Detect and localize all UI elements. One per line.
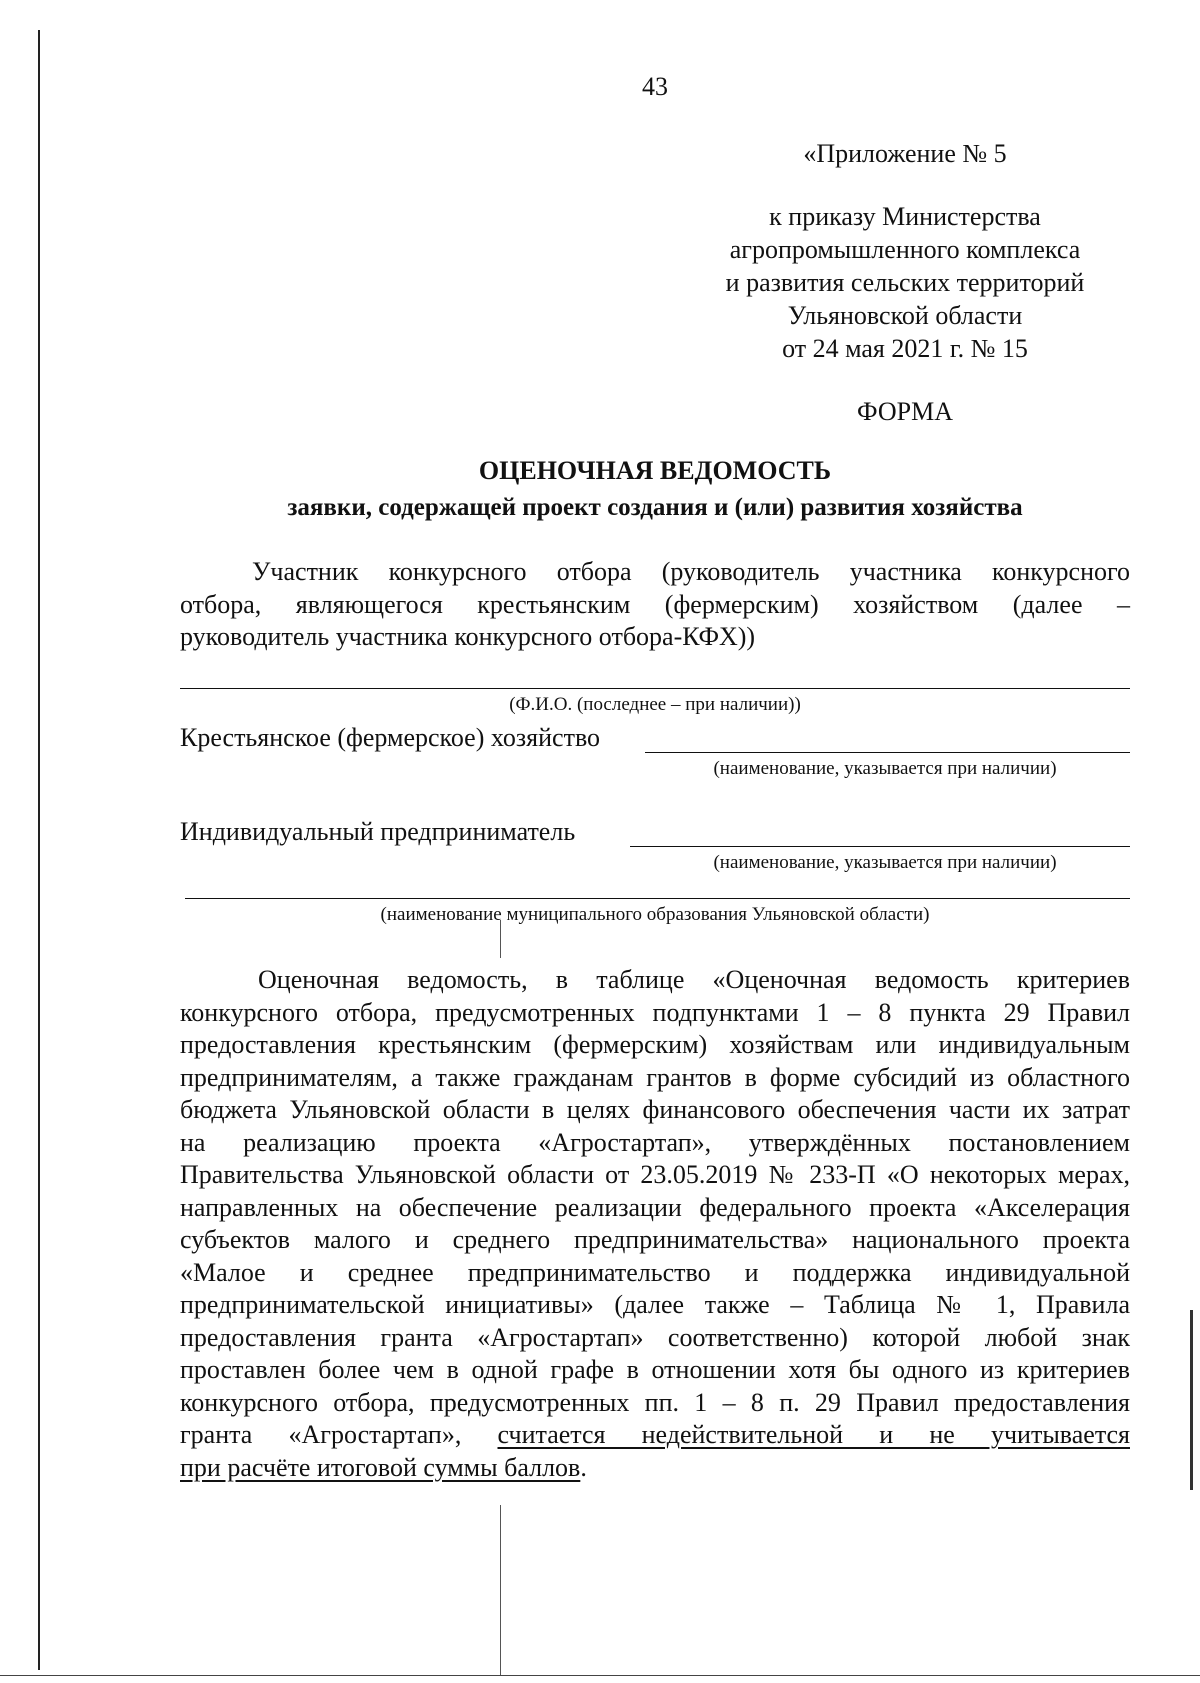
scan-left-edge bbox=[38, 30, 40, 1670]
scan-mark bbox=[500, 1505, 501, 1675]
farm-name-underline bbox=[645, 752, 1130, 753]
appendix-line: и развития сельских территорий bbox=[725, 268, 1085, 297]
appendix-title: «Приложение № 5 bbox=[803, 139, 1007, 168]
body-line: проставлен более чем в одной графе в отношении хотя бы одного из критериев bbox=[180, 1355, 1130, 1384]
scan-bottom-edge bbox=[0, 1675, 1200, 1676]
form-label: ФОРМА bbox=[857, 397, 953, 426]
municipality-caption: (наименование муниципального образования Ульяновской области) bbox=[380, 904, 930, 925]
body-underlined-text: при расчёте итоговой суммы баллов bbox=[180, 1452, 581, 1482]
farm-caption: (наименование, указывается при наличии) bbox=[713, 758, 1057, 779]
body-text: . bbox=[580, 1452, 587, 1482]
appendix-line: Ульяновской области bbox=[787, 301, 1023, 330]
farm-label: Крестьянское (фермерское) хозяйство bbox=[180, 723, 601, 752]
appendix-line: к приказу Министерства bbox=[769, 202, 1041, 231]
body-line: Оценочная ведомость, в таблице «Оценочная ведомость критериев bbox=[258, 965, 1130, 994]
body-line: бюджета Ульяновской области в целях финансового обеспечения части их затрат bbox=[180, 1095, 1130, 1124]
body-line: предоставления крестьянским (фермерским) хозяйствам или индивидуальным bbox=[180, 1030, 1130, 1059]
body-underlined-text: считается недействительной и не учитывается bbox=[497, 1420, 1130, 1449]
body-line: субъектов малого и среднего предпринимательства» национального проекта bbox=[180, 1225, 1130, 1254]
participant-paragraph bbox=[180, 556, 1130, 654]
appendix-line: агропромышленного комплекса bbox=[729, 235, 1081, 264]
page-number: 43 bbox=[642, 72, 668, 101]
body-line: конкурсного отбора, предусмотренных пп. 1 – 8 п. 29 Правил предоставления bbox=[180, 1387, 1130, 1417]
participant-line: отбора, являющегося крестьянским (фермерским) хозяйством (далее – bbox=[180, 589, 1130, 619]
scan-right-edge bbox=[1190, 1310, 1193, 1490]
body-text: гранта «Агростартап», bbox=[180, 1420, 498, 1449]
appendix-reference bbox=[640, 200, 1170, 365]
fio-underline bbox=[180, 688, 1130, 689]
body-line: конкурсного отбора, предусмотренных подпунктами 1 – 8 пункта 29 Правил bbox=[180, 997, 1130, 1027]
ip-name-underline bbox=[630, 846, 1130, 847]
body-line: предпринимательской инициативы» (далее также – Таблица № 1, Правила bbox=[180, 1290, 1130, 1319]
fio-caption: (Ф.И.О. (последнее – при наличии)) bbox=[509, 694, 801, 715]
body-line: на реализацию проекта «Агростартап», утверждённых постановлением bbox=[180, 1127, 1130, 1157]
participant-line: Участник конкурсного отбора (руководитель участника конкурсного bbox=[252, 557, 1130, 586]
participant-line: руководитель участника конкурсного отбора-КФХ)) bbox=[180, 622, 756, 651]
body-line: направленных на обеспечение реализации федерального проекта «Акселерация bbox=[180, 1192, 1130, 1222]
municipality-underline bbox=[185, 898, 1130, 899]
appendix-line: от 24 мая 2021 г. № 15 bbox=[782, 334, 1028, 363]
ip-label: Индивидуальный предприниматель bbox=[180, 817, 576, 846]
document-subtitle: заявки, содержащей проект создания и (или) развития хозяйства bbox=[287, 494, 1023, 521]
document-title: ОЦЕНОЧНАЯ ВЕДОМОСТЬ bbox=[478, 456, 832, 485]
body-line: Правительства Ульяновской области от 23.05.2019 № 233-П «О некоторых мерах, bbox=[180, 1160, 1130, 1189]
body-paragraph bbox=[180, 964, 1130, 1484]
ip-caption: (наименование, указывается при наличии) bbox=[713, 852, 1057, 873]
body-line: предпринимателям, а также гражданам грантов в форме субсидий из областного bbox=[180, 1062, 1130, 1092]
body-line bbox=[180, 1452, 1130, 1485]
body-line bbox=[180, 1419, 1130, 1452]
body-line: «Малое и среднее предпринимательство и поддержка индивидуальной bbox=[180, 1257, 1130, 1287]
body-line: предоставления гранта «Агростартап» соответственно) которой любой знак bbox=[180, 1322, 1130, 1352]
